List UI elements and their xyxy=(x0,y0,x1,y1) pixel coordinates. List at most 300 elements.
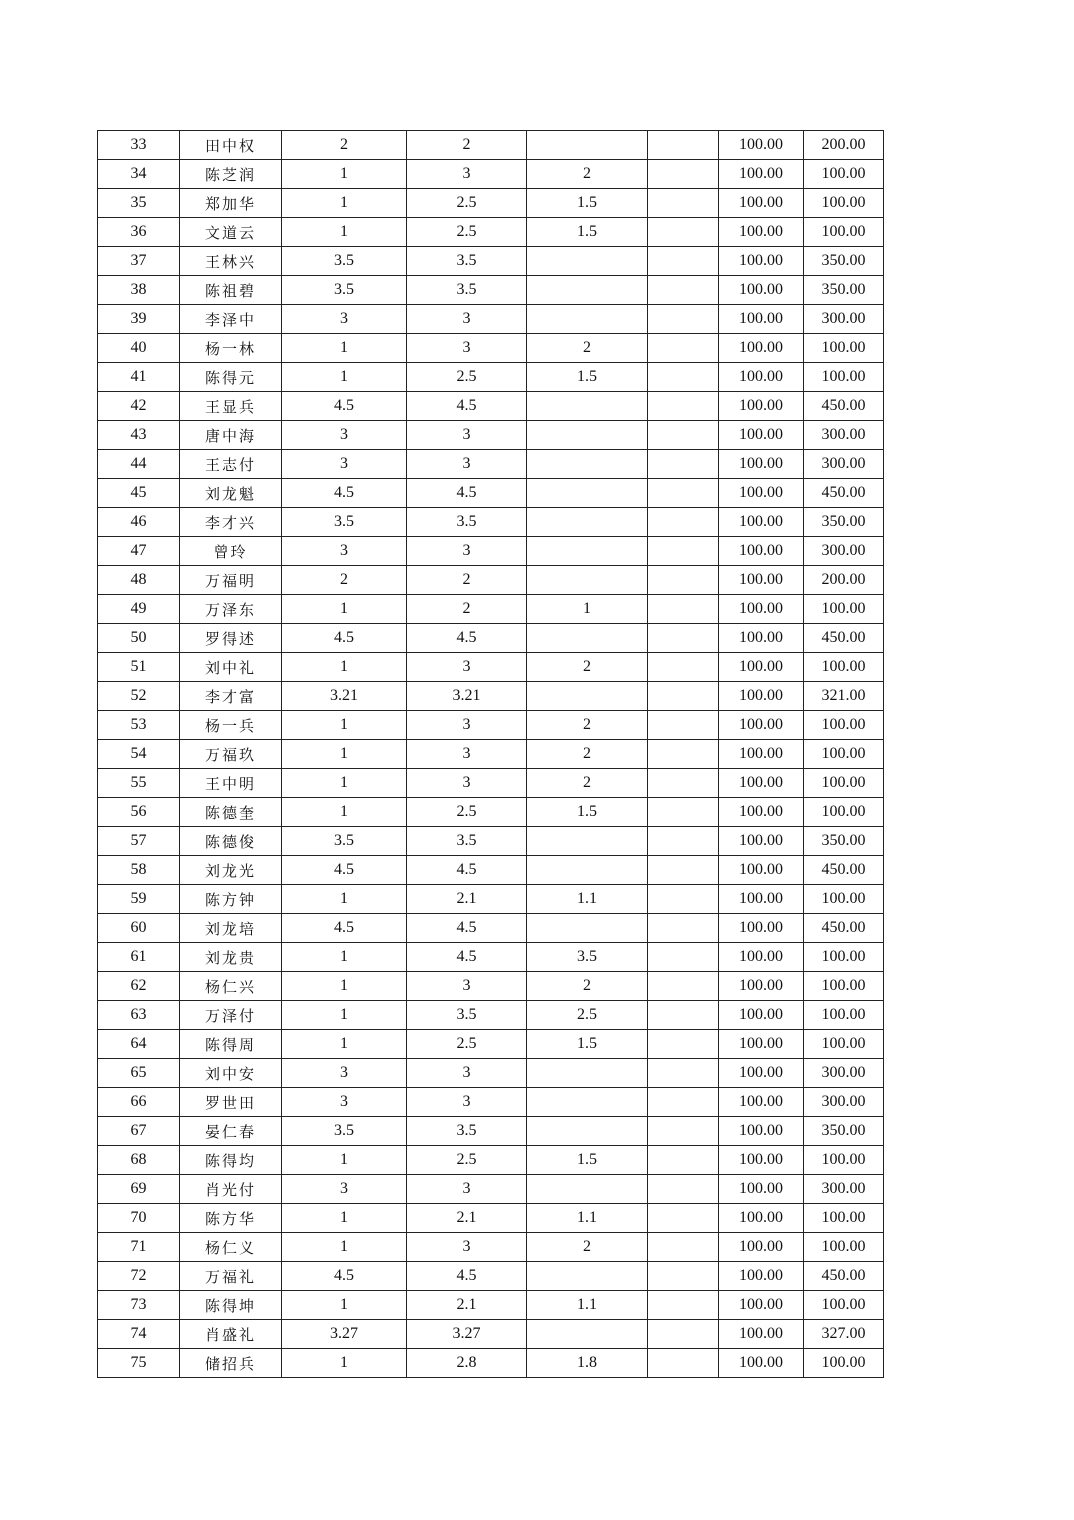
value-cell-c: 1.5 xyxy=(527,798,648,827)
value-cell-c: 2.5 xyxy=(527,1001,648,1030)
amount-cell: 100.00 xyxy=(804,1001,884,1030)
table-row xyxy=(98,247,884,276)
unit-price-cell: 100.00 xyxy=(719,885,804,914)
value-cell-c xyxy=(527,1059,648,1088)
value-cell-b: 3 xyxy=(407,1059,527,1088)
name-cell: 刘龙光 xyxy=(180,856,282,885)
row-number-cell: 55 xyxy=(98,769,180,798)
name-cell: 陈方钟 xyxy=(180,885,282,914)
table-row xyxy=(98,1291,884,1320)
name-cell: 陈得坤 xyxy=(180,1291,282,1320)
row-number-cell: 42 xyxy=(98,392,180,421)
amount-cell: 300.00 xyxy=(804,421,884,450)
value-cell-d xyxy=(648,334,719,363)
value-cell-b: 4.5 xyxy=(407,856,527,885)
amount-cell: 327.00 xyxy=(804,1320,884,1349)
value-cell-b: 3 xyxy=(407,537,527,566)
amount-cell: 100.00 xyxy=(804,1146,884,1175)
value-cell-a: 1 xyxy=(282,711,407,740)
unit-price-cell: 100.00 xyxy=(719,247,804,276)
amount-cell: 100.00 xyxy=(804,363,884,392)
name-cell: 王林兴 xyxy=(180,247,282,276)
value-cell-a: 4.5 xyxy=(282,856,407,885)
row-number-cell: 58 xyxy=(98,856,180,885)
unit-price-cell: 100.00 xyxy=(719,740,804,769)
table-row xyxy=(98,1349,884,1378)
unit-price-cell: 100.00 xyxy=(719,508,804,537)
data-table xyxy=(97,130,884,1378)
value-cell-c xyxy=(527,827,648,856)
row-number-cell: 43 xyxy=(98,421,180,450)
row-number-cell: 39 xyxy=(98,305,180,334)
amount-cell: 350.00 xyxy=(804,508,884,537)
unit-price-cell: 100.00 xyxy=(719,1146,804,1175)
name-cell: 刘中安 xyxy=(180,1059,282,1088)
value-cell-a: 3 xyxy=(282,421,407,450)
table-row xyxy=(98,769,884,798)
row-number-cell: 57 xyxy=(98,827,180,856)
unit-price-cell: 100.00 xyxy=(719,392,804,421)
table-row xyxy=(98,711,884,740)
value-cell-c xyxy=(527,508,648,537)
value-cell-c xyxy=(527,624,648,653)
value-cell-b: 4.5 xyxy=(407,914,527,943)
value-cell-d xyxy=(648,740,719,769)
name-cell: 陈芝润 xyxy=(180,160,282,189)
value-cell-d xyxy=(648,914,719,943)
unit-price-cell: 100.00 xyxy=(719,334,804,363)
name-cell: 晏仁春 xyxy=(180,1117,282,1146)
row-number-cell: 47 xyxy=(98,537,180,566)
value-cell-d xyxy=(648,885,719,914)
amount-cell: 200.00 xyxy=(804,566,884,595)
value-cell-a: 1 xyxy=(282,1001,407,1030)
amount-cell: 321.00 xyxy=(804,682,884,711)
value-cell-d xyxy=(648,363,719,392)
value-cell-a: 1 xyxy=(282,1030,407,1059)
table-row xyxy=(98,566,884,595)
value-cell-c: 1.1 xyxy=(527,1291,648,1320)
value-cell-d xyxy=(648,1030,719,1059)
value-cell-d xyxy=(648,1320,719,1349)
unit-price-cell: 100.00 xyxy=(719,1059,804,1088)
row-number-cell: 61 xyxy=(98,943,180,972)
name-cell: 杨仁义 xyxy=(180,1233,282,1262)
value-cell-a: 4.5 xyxy=(282,914,407,943)
table-row xyxy=(98,1320,884,1349)
name-cell: 杨一兵 xyxy=(180,711,282,740)
table-row xyxy=(98,479,884,508)
unit-price-cell: 100.00 xyxy=(719,160,804,189)
value-cell-a: 3 xyxy=(282,450,407,479)
value-cell-b: 3.5 xyxy=(407,1001,527,1030)
value-cell-c: 2 xyxy=(527,972,648,1001)
table-row xyxy=(98,885,884,914)
table-row xyxy=(98,508,884,537)
value-cell-a: 1 xyxy=(282,218,407,247)
row-number-cell: 64 xyxy=(98,1030,180,1059)
value-cell-b: 2.1 xyxy=(407,885,527,914)
unit-price-cell: 100.00 xyxy=(719,769,804,798)
value-cell-d xyxy=(648,421,719,450)
row-number-cell: 62 xyxy=(98,972,180,1001)
row-number-cell: 54 xyxy=(98,740,180,769)
value-cell-b: 2.1 xyxy=(407,1204,527,1233)
unit-price-cell: 100.00 xyxy=(719,189,804,218)
value-cell-c: 2 xyxy=(527,740,648,769)
value-cell-b: 3 xyxy=(407,421,527,450)
value-cell-c: 2 xyxy=(527,1233,648,1262)
value-cell-c: 1.1 xyxy=(527,1204,648,1233)
value-cell-c: 1.1 xyxy=(527,885,648,914)
name-cell: 郑加华 xyxy=(180,189,282,218)
amount-cell: 100.00 xyxy=(804,189,884,218)
amount-cell: 350.00 xyxy=(804,247,884,276)
row-number-cell: 38 xyxy=(98,276,180,305)
name-cell: 万泽付 xyxy=(180,1001,282,1030)
value-cell-b: 4.5 xyxy=(407,392,527,421)
name-cell: 刘龙贵 xyxy=(180,943,282,972)
table-row xyxy=(98,740,884,769)
amount-cell: 100.00 xyxy=(804,653,884,682)
unit-price-cell: 100.00 xyxy=(719,1030,804,1059)
amount-cell: 450.00 xyxy=(804,1262,884,1291)
value-cell-d xyxy=(648,798,719,827)
value-cell-a: 2 xyxy=(282,131,407,160)
unit-price-cell: 100.00 xyxy=(719,1233,804,1262)
amount-cell: 300.00 xyxy=(804,1175,884,1204)
unit-price-cell: 100.00 xyxy=(719,914,804,943)
value-cell-d xyxy=(648,972,719,1001)
value-cell-d xyxy=(648,1175,719,1204)
value-cell-c xyxy=(527,276,648,305)
row-number-cell: 74 xyxy=(98,1320,180,1349)
value-cell-c: 3.5 xyxy=(527,943,648,972)
value-cell-a: 3 xyxy=(282,305,407,334)
value-cell-c: 2 xyxy=(527,334,648,363)
value-cell-c: 1.5 xyxy=(527,1146,648,1175)
row-number-cell: 35 xyxy=(98,189,180,218)
value-cell-a: 1 xyxy=(282,1204,407,1233)
table-row xyxy=(98,827,884,856)
value-cell-d xyxy=(648,1349,719,1378)
value-cell-b: 2.1 xyxy=(407,1291,527,1320)
name-cell: 万泽东 xyxy=(180,595,282,624)
name-cell: 曾玲 xyxy=(180,537,282,566)
table-row xyxy=(98,595,884,624)
value-cell-c: 1.5 xyxy=(527,189,648,218)
value-cell-d xyxy=(648,1233,719,1262)
unit-price-cell: 100.00 xyxy=(719,1320,804,1349)
name-cell: 刘中礼 xyxy=(180,653,282,682)
value-cell-b: 3.5 xyxy=(407,1117,527,1146)
value-cell-b: 2 xyxy=(407,131,527,160)
value-cell-a: 3 xyxy=(282,1059,407,1088)
value-cell-d xyxy=(648,131,719,160)
name-cell: 李才兴 xyxy=(180,508,282,537)
value-cell-c xyxy=(527,305,648,334)
row-number-cell: 75 xyxy=(98,1349,180,1378)
value-cell-b: 3 xyxy=(407,334,527,363)
value-cell-d xyxy=(648,624,719,653)
unit-price-cell: 100.00 xyxy=(719,363,804,392)
value-cell-d xyxy=(648,247,719,276)
value-cell-a: 4.5 xyxy=(282,624,407,653)
value-cell-d xyxy=(648,711,719,740)
amount-cell: 100.00 xyxy=(804,218,884,247)
value-cell-c xyxy=(527,450,648,479)
row-number-cell: 53 xyxy=(98,711,180,740)
amount-cell: 450.00 xyxy=(804,914,884,943)
table-row xyxy=(98,682,884,711)
value-cell-b: 2.5 xyxy=(407,798,527,827)
name-cell: 文道云 xyxy=(180,218,282,247)
table-row xyxy=(98,1146,884,1175)
table-row xyxy=(98,1059,884,1088)
value-cell-c: 1.5 xyxy=(527,1030,648,1059)
name-cell: 陈方华 xyxy=(180,1204,282,1233)
value-cell-a: 3 xyxy=(282,1088,407,1117)
value-cell-b: 2.5 xyxy=(407,1146,527,1175)
value-cell-b: 2.5 xyxy=(407,189,527,218)
value-cell-d xyxy=(648,943,719,972)
value-cell-b: 4.5 xyxy=(407,943,527,972)
value-cell-c xyxy=(527,1320,648,1349)
value-cell-d xyxy=(648,218,719,247)
row-number-cell: 68 xyxy=(98,1146,180,1175)
name-cell: 王中明 xyxy=(180,769,282,798)
amount-cell: 100.00 xyxy=(804,885,884,914)
name-cell: 罗得述 xyxy=(180,624,282,653)
value-cell-c: 1 xyxy=(527,595,648,624)
table-row xyxy=(98,537,884,566)
value-cell-b: 3.5 xyxy=(407,276,527,305)
name-cell: 唐中海 xyxy=(180,421,282,450)
amount-cell: 300.00 xyxy=(804,1088,884,1117)
table-row xyxy=(98,363,884,392)
row-number-cell: 69 xyxy=(98,1175,180,1204)
unit-price-cell: 100.00 xyxy=(719,653,804,682)
value-cell-b: 2.5 xyxy=(407,218,527,247)
unit-price-cell: 100.00 xyxy=(719,450,804,479)
row-number-cell: 40 xyxy=(98,334,180,363)
value-cell-c xyxy=(527,421,648,450)
unit-price-cell: 100.00 xyxy=(719,276,804,305)
value-cell-c: 1.8 xyxy=(527,1349,648,1378)
amount-cell: 450.00 xyxy=(804,624,884,653)
table-row xyxy=(98,160,884,189)
unit-price-cell: 100.00 xyxy=(719,798,804,827)
table-body xyxy=(98,131,884,1378)
unit-price-cell: 100.00 xyxy=(719,827,804,856)
table-row xyxy=(98,1204,884,1233)
value-cell-a: 1 xyxy=(282,653,407,682)
amount-cell: 100.00 xyxy=(804,1233,884,1262)
name-cell: 刘龙培 xyxy=(180,914,282,943)
value-cell-a: 3 xyxy=(282,1175,407,1204)
value-cell-d xyxy=(648,1204,719,1233)
name-cell: 杨仁兴 xyxy=(180,972,282,1001)
value-cell-a: 3.5 xyxy=(282,276,407,305)
unit-price-cell: 100.00 xyxy=(719,1175,804,1204)
unit-price-cell: 100.00 xyxy=(719,972,804,1001)
value-cell-d xyxy=(648,1291,719,1320)
value-cell-a: 1 xyxy=(282,189,407,218)
value-cell-d xyxy=(648,392,719,421)
amount-cell: 100.00 xyxy=(804,1291,884,1320)
value-cell-a: 1 xyxy=(282,1233,407,1262)
amount-cell: 100.00 xyxy=(804,769,884,798)
value-cell-b: 2.8 xyxy=(407,1349,527,1378)
row-number-cell: 48 xyxy=(98,566,180,595)
unit-price-cell: 100.00 xyxy=(719,1291,804,1320)
value-cell-b: 3 xyxy=(407,711,527,740)
row-number-cell: 73 xyxy=(98,1291,180,1320)
row-number-cell: 45 xyxy=(98,479,180,508)
value-cell-d xyxy=(648,1117,719,1146)
value-cell-a: 1 xyxy=(282,885,407,914)
value-cell-d xyxy=(648,566,719,595)
amount-cell: 100.00 xyxy=(804,1030,884,1059)
row-number-cell: 71 xyxy=(98,1233,180,1262)
value-cell-b: 4.5 xyxy=(407,1262,527,1291)
row-number-cell: 37 xyxy=(98,247,180,276)
row-number-cell: 50 xyxy=(98,624,180,653)
name-cell: 李才富 xyxy=(180,682,282,711)
amount-cell: 100.00 xyxy=(804,160,884,189)
unit-price-cell: 100.00 xyxy=(719,421,804,450)
value-cell-a: 1 xyxy=(282,943,407,972)
row-number-cell: 56 xyxy=(98,798,180,827)
value-cell-d xyxy=(648,769,719,798)
value-cell-b: 3.5 xyxy=(407,827,527,856)
value-cell-a: 1 xyxy=(282,740,407,769)
amount-cell: 200.00 xyxy=(804,131,884,160)
value-cell-b: 3 xyxy=(407,1088,527,1117)
value-cell-d xyxy=(648,595,719,624)
row-number-cell: 49 xyxy=(98,595,180,624)
value-cell-b: 4.5 xyxy=(407,624,527,653)
value-cell-d xyxy=(648,1059,719,1088)
value-cell-d xyxy=(648,276,719,305)
value-cell-b: 2.5 xyxy=(407,363,527,392)
value-cell-a: 1 xyxy=(282,595,407,624)
table-row xyxy=(98,450,884,479)
row-number-cell: 67 xyxy=(98,1117,180,1146)
row-number-cell: 65 xyxy=(98,1059,180,1088)
value-cell-c: 2 xyxy=(527,160,648,189)
amount-cell: 100.00 xyxy=(804,798,884,827)
amount-cell: 350.00 xyxy=(804,1117,884,1146)
value-cell-a: 4.5 xyxy=(282,1262,407,1291)
value-cell-a: 1 xyxy=(282,972,407,1001)
row-number-cell: 72 xyxy=(98,1262,180,1291)
value-cell-d xyxy=(648,537,719,566)
name-cell: 杨一林 xyxy=(180,334,282,363)
value-cell-b: 2 xyxy=(407,595,527,624)
row-number-cell: 60 xyxy=(98,914,180,943)
amount-cell: 100.00 xyxy=(804,740,884,769)
value-cell-d xyxy=(648,1146,719,1175)
row-number-cell: 66 xyxy=(98,1088,180,1117)
table-row xyxy=(98,1117,884,1146)
unit-price-cell: 100.00 xyxy=(719,566,804,595)
table-row xyxy=(98,218,884,247)
value-cell-c: 2 xyxy=(527,769,648,798)
row-number-cell: 63 xyxy=(98,1001,180,1030)
value-cell-b: 3.27 xyxy=(407,1320,527,1349)
table-row xyxy=(98,1030,884,1059)
row-number-cell: 70 xyxy=(98,1204,180,1233)
table-row xyxy=(98,1001,884,1030)
table-row xyxy=(98,334,884,363)
value-cell-a: 1 xyxy=(282,769,407,798)
table-row xyxy=(98,1262,884,1291)
name-cell: 陈祖碧 xyxy=(180,276,282,305)
amount-cell: 100.00 xyxy=(804,1204,884,1233)
value-cell-b: 3 xyxy=(407,1233,527,1262)
amount-cell: 100.00 xyxy=(804,972,884,1001)
value-cell-b: 3 xyxy=(407,740,527,769)
value-cell-b: 3.5 xyxy=(407,508,527,537)
value-cell-a: 3.21 xyxy=(282,682,407,711)
amount-cell: 450.00 xyxy=(804,392,884,421)
value-cell-b: 3 xyxy=(407,1175,527,1204)
value-cell-a: 1 xyxy=(282,1146,407,1175)
table-row xyxy=(98,131,884,160)
amount-cell: 100.00 xyxy=(804,1349,884,1378)
amount-cell: 450.00 xyxy=(804,479,884,508)
table-row xyxy=(98,305,884,334)
value-cell-c xyxy=(527,856,648,885)
value-cell-a: 4.5 xyxy=(282,392,407,421)
table-row xyxy=(98,1233,884,1262)
value-cell-a: 1 xyxy=(282,1349,407,1378)
value-cell-d xyxy=(648,682,719,711)
amount-cell: 300.00 xyxy=(804,1059,884,1088)
value-cell-c xyxy=(527,1262,648,1291)
unit-price-cell: 100.00 xyxy=(719,682,804,711)
table-row xyxy=(98,189,884,218)
unit-price-cell: 100.00 xyxy=(719,1262,804,1291)
name-cell: 陈得均 xyxy=(180,1146,282,1175)
unit-price-cell: 100.00 xyxy=(719,856,804,885)
unit-price-cell: 100.00 xyxy=(719,711,804,740)
unit-price-cell: 100.00 xyxy=(719,131,804,160)
name-cell: 李泽中 xyxy=(180,305,282,334)
name-cell: 万福礼 xyxy=(180,1262,282,1291)
name-cell: 田中权 xyxy=(180,131,282,160)
table-row xyxy=(98,653,884,682)
row-number-cell: 44 xyxy=(98,450,180,479)
name-cell: 王显兵 xyxy=(180,392,282,421)
value-cell-c xyxy=(527,131,648,160)
name-cell: 肖盛礼 xyxy=(180,1320,282,1349)
value-cell-b: 3 xyxy=(407,160,527,189)
value-cell-d xyxy=(648,1262,719,1291)
value-cell-a: 4.5 xyxy=(282,479,407,508)
value-cell-c xyxy=(527,1088,648,1117)
value-cell-a: 1 xyxy=(282,798,407,827)
value-cell-b: 3 xyxy=(407,450,527,479)
amount-cell: 450.00 xyxy=(804,856,884,885)
row-number-cell: 41 xyxy=(98,363,180,392)
value-cell-d xyxy=(648,479,719,508)
value-cell-a: 3.5 xyxy=(282,1117,407,1146)
row-number-cell: 34 xyxy=(98,160,180,189)
unit-price-cell: 100.00 xyxy=(719,1117,804,1146)
value-cell-a: 3 xyxy=(282,537,407,566)
